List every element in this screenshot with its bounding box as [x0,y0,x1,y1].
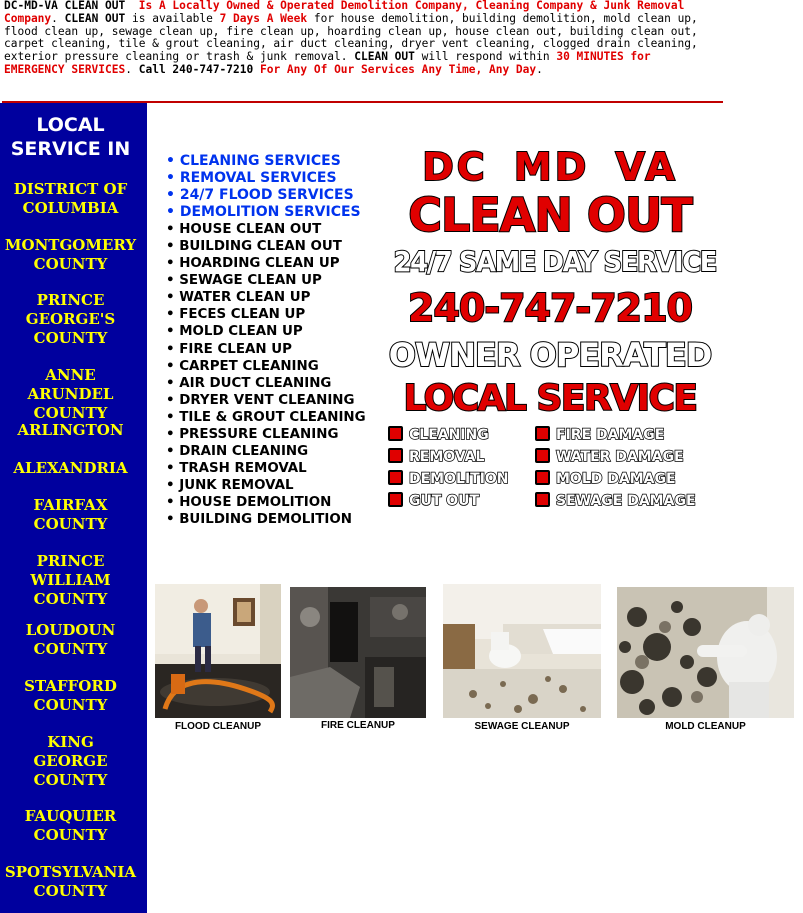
flood-cleanup-caption: FLOOD CLEANUP [174,721,262,732]
ad-tag-label: WATER DAMAGE [556,449,684,465]
sidebar-link-text: ARLINGTON [17,421,124,439]
ad-regions: DC MD VA [422,145,678,189]
ad-tag-label: DEMOLITION [409,471,509,487]
sidebar-link-text: KING [47,733,94,751]
sidebar-link-text: MONTGOMERY [4,236,137,254]
service-link[interactable]: • DEMOLITION SERVICES [166,204,361,221]
service-list-item: • PRESSURE CLEANING [166,426,339,442]
sidebar-link-text: COUNTY [33,640,108,658]
ad-same-day-service: 24/7 SAME DAY SERVICE [393,245,716,278]
sidebar-link-text: COUNTY [33,329,108,347]
intro-text: . [51,11,65,25]
sidebar-title-line: LOCAL [36,114,105,136]
service-list-item: • DRYER VENT CLEANING [166,392,355,408]
intro-response-time: 30 MINUTES for EMERGENCY SERVICES [4,50,651,76]
sidebar-link-text: COUNTY [33,590,108,608]
intro-services-text: for house demolition, building demolition, mold clean up, flood clean up, sewage clean up, fire clean up, hoarding clean up, house clean out, building clean out, carpet cleaning, tile & grout cleaning, air duct cleaning, dryer vent cleaning, clogged drain cleaning, exterior pressure cleaning or trash & junk removal. [4,11,698,64]
intro-text: will respond within [414,50,557,64]
sidebar-link-1[interactable] [0,236,141,274]
service-link[interactable]: • CLEANING SERVICES [166,153,341,169]
sidebar-link-text: LOUDOUN [25,621,116,639]
sidebar-link-text: SPOTSYLVANIA [4,863,137,881]
intro-paragraph [4,0,716,77]
intro-brand: CLEAN OUT [354,50,415,64]
service-list-item: • TILE & GROUT CLEANING [166,409,366,425]
ad-tag [535,471,676,487]
service-list-item: • SEWAGE CLEAN UP [166,273,322,289]
sidebar-link-text: COLUMBIA [22,199,119,217]
ad-tag-label: GUT OUT [409,493,480,509]
ad-tag-label: REMOVAL [409,449,485,465]
mold-cleanup-photo [617,587,794,718]
sidebar-link-2[interactable] [0,291,141,348]
ad-tag [535,493,696,509]
sidebar-link-8[interactable] [0,621,141,659]
ad-tag [535,449,684,465]
red-square-icon [535,448,550,463]
sidebar-link-text: GEORGE'S [25,310,116,328]
ad-tag [388,493,479,509]
intro-availability: 7 Days A Week [219,11,308,25]
red-square-icon [535,492,550,507]
service-list-item: • AIR DUCT CLEANING [166,375,332,391]
sidebar-link-text: WILLIAM [30,571,111,589]
service-link[interactable]: • REMOVAL SERVICES [166,170,337,187]
red-square-icon [388,448,403,463]
services-list [166,153,366,528]
red-square-icon [388,426,403,441]
sidebar-link-text: COUNTY [33,255,108,273]
red-square-icon [388,470,403,485]
service-list-item: • HOUSE CLEAN OUT [166,222,322,238]
sidebar-link-11[interactable] [0,807,141,845]
ad-tag [388,471,509,487]
fire-cleanup-photo [290,587,426,718]
sidebar-link-text: FAUQUIER [24,807,117,825]
red-square-icon [535,426,550,441]
ad-tag [535,427,664,443]
sidebar-link-text: DISTRICT OF [13,180,128,198]
intro-text: . [125,62,139,76]
mold-cleanup-caption: MOLD CLEANUP [665,721,746,732]
ad-owner-operated: OWNER OPERATED [388,336,712,374]
ad-tag-label: SEWAGE DAMAGE [556,493,696,509]
sidebar-link-9[interactable] [0,677,141,715]
ad-local-service: LOCAL SERVICE [403,378,697,419]
service-list-item: • HOARDING CLEAN UP [166,256,340,272]
sidebar-link-text: GEORGE [33,752,108,770]
intro-text: . [536,62,543,76]
sidebar-link-text: ANNE ARUNDEL [27,366,114,403]
service-list-item: • BUILDING DEMOLITION [166,511,352,527]
sidebar-link-text: FAIRFAX [33,496,108,514]
sidebar-link-text: COUNTY [33,515,108,533]
sidebar-link-12[interactable] [0,863,141,901]
ad-tag-label: MOLD DAMAGE [556,471,676,487]
red-square-icon [535,470,550,485]
sidebar-link-text: COUNTY [33,696,108,714]
red-square-icon [388,492,403,507]
sidebar-link-7[interactable] [0,552,141,609]
sidebar-link-10[interactable] [0,733,141,790]
ad-tag-label: FIRE DAMAGE [556,427,665,443]
sidebar-link-3[interactable] [0,366,141,423]
service-link[interactable]: • 24/7 FLOOD SERVICES [166,187,354,204]
sidebar-link-text: COUNTY [33,404,108,422]
ad-banner [380,143,720,518]
sidebar-link-6[interactable] [0,496,141,534]
sidebar-link-text: ALEXANDRIA [13,459,128,477]
service-list-item: • TRASH REMOVAL [166,460,307,476]
sidebar-link-text: COUNTY [33,882,108,900]
sidebar-link-text: COUNTY [33,826,108,844]
ad-brand: CLEAN OUT [408,188,692,242]
service-list-item: • CARPET CLEANING [166,358,319,374]
service-list-item: • JUNK REMOVAL [166,477,294,493]
sidebar-link-text: PRINCE [36,291,105,309]
sewage-cleanup-photo [443,584,601,718]
service-list-item: • FIRE CLEAN UP [166,341,292,357]
service-list-item: • WATER CLEAN UP [166,290,311,306]
sidebar-title [0,113,141,161]
intro-phone: Call 240-747-7210 [138,62,254,76]
intro-company-name: DC-MD-VA CLEAN OUT [4,0,126,12]
intro-brand: CLEAN OUT [64,11,126,25]
sidebar-link-5[interactable] [0,459,141,478]
sidebar-link-0[interactable] [0,180,141,218]
ad-phone: 240-747-7210 [408,286,692,330]
service-list-item: • HOUSE DEMOLITION [166,494,332,510]
intro-any-time: For Any Of Our Services Any Time, Any Day [253,62,537,76]
sidebar-link-text: COUNTY [33,771,108,789]
intro-tagline: Is A Locally Owned & Operated Demolition Company, Cleaning Company & Junk Removal Company [4,0,685,25]
sidebar-link-4[interactable] [0,421,141,440]
flood-cleanup-photo [155,584,281,718]
sewage-cleanup-caption: SEWAGE CLEANUP [474,721,570,732]
sidebar-link-text: STAFFORD [24,677,117,695]
fire-cleanup-caption: FIRE CLEANUP [321,720,395,731]
ad-tag [388,427,489,443]
ad-tag-label: CLEANING [409,427,489,443]
service-list-item: • BUILDING CLEAN OUT [166,239,342,255]
service-list-item: • DRAIN CLEANING [166,443,309,459]
service-list-item: • MOLD CLEAN UP [166,324,303,340]
intro-text: is available [125,11,220,25]
ad-tag [388,449,484,465]
sidebar-title-line: SERVICE IN [10,138,131,160]
service-list-item: • FECES CLEAN UP [166,307,306,323]
sidebar-link-text: PRINCE [36,552,105,570]
